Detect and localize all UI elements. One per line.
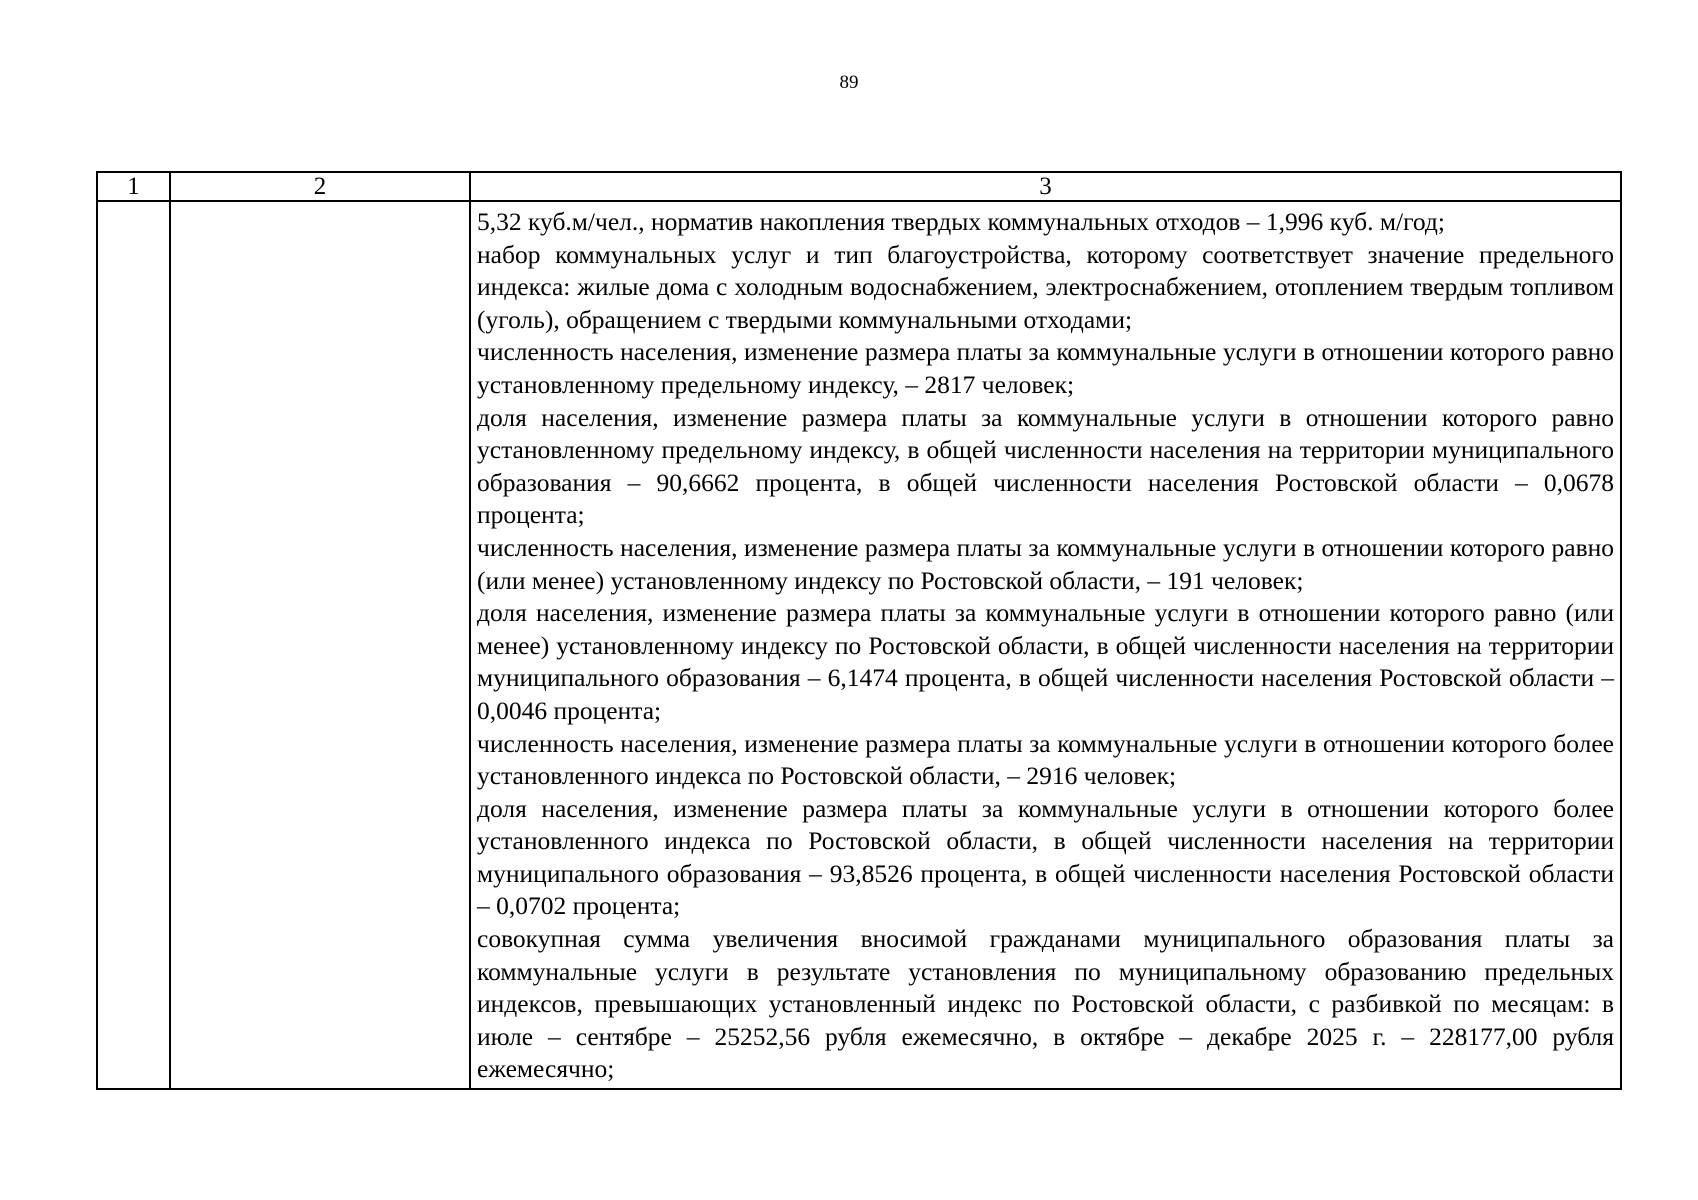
column-3-cell xyxy=(470,201,1621,1089)
paragraph-total-increase: совокупная сумма увеличения вносимой гражданами муниципального образования платы за коммунальные услуги в результате установления по муниципальному образованию предельных индексов, превышающих установленный индекс по Ростовской области, с разбивкой по месяцам: в июле – сентябре – 25252,56 рубля ежемесячно, в октябре – декабре 2025 г. – 228177,00 рубля ежемесячно; xyxy=(477,924,1614,1084)
paragraph-share-equal: доля населения, изменение размера платы за коммунальные услуги в отношении которого равно установленному предельному индексу, в общей численности населения на территории муниципального образования – 90,6662 процента, в общей численности населения Ростовской области – 0,0678 процента; xyxy=(477,402,1614,530)
page-number: 89 xyxy=(839,72,859,93)
paragraph-waste-norm: 5,32 куб.м/чел., норматив накопления твердых коммунальных отходов – 1,996 куб. м/год; xyxy=(477,207,1445,236)
paragraph-share-more: доля населения, изменение размера платы за коммунальные услуги в отношении которого более установленного индекса по Ростовской области, в общей численности населения на территории муниципального образования – 93,8526 процента, в общей численности населения Ростовской области – 0,0702 процента; xyxy=(477,793,1614,921)
table-row xyxy=(97,201,1621,1089)
column-2-cell xyxy=(170,201,470,1089)
document-table xyxy=(96,171,1622,1090)
column-header-2: 2 xyxy=(170,172,470,201)
paragraph-population-equal: численность населения, изменение размера платы за коммунальные услуги в отношении которого равно установленному предельному индексу, – 2817 человек; xyxy=(477,337,1614,399)
paragraph-share-less: доля населения, изменение размера платы за коммунальные услуги в отношении которого равно (или менее) установленному индексу по Ростовской области, в общей численности населения на территории муниципального образования – 6,1474 процента, в общей численности населения Ростовской области – 0,0046 процента; xyxy=(477,598,1614,725)
paragraph-population-less: численность населения, изменение размера платы за коммунальные услуги в отношении которого равно (или менее) установленному индексу по Ростовской области, – 191 человек; xyxy=(477,532,1614,595)
paragraph-services-set: набор коммунальных услуг и тип благоустройства, которому соответствует значение предельного индекса: жилые дома с холодным водоснабжением, электроснабжением, отоплением твердым топливом (уголь), обращением с твердыми коммунальными отходами; xyxy=(477,239,1614,334)
column-header-1: 1 xyxy=(97,172,170,201)
column-1-cell xyxy=(97,201,170,1089)
column-header-3: 3 xyxy=(470,172,1621,201)
table-header-row xyxy=(97,172,1621,201)
paragraph-population-more: численность населения, изменение размера платы за коммунальные услуги в отношении которого более установленного индекса по Ростовской области, – 2916 человек; xyxy=(477,728,1614,791)
